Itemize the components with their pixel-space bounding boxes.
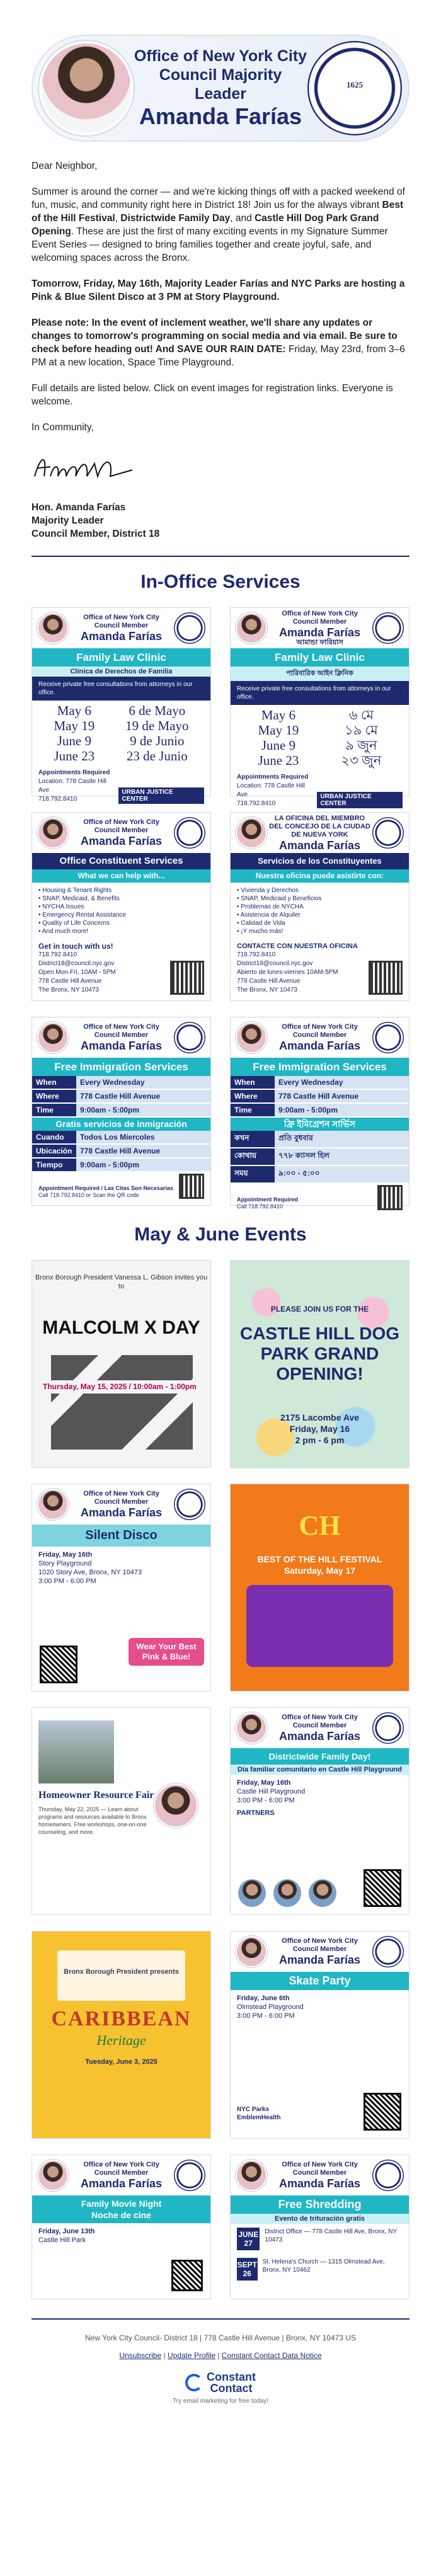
flyer-dates: [32, 701, 210, 766]
services-list: • Housing & Tenant Rights • SNAP, Medicaid, & Benefits • NYCHA Issues • Emergency Rental Assistance • Quality of Life Concerns • And much more!: [38, 887, 127, 935]
flyer-office-title: Office of New York City Council Member Amanda Farías: [80, 2161, 163, 2190]
house-photo: [38, 1720, 114, 1783]
flyer-help-heading: Nuestra oficina puede asistirte con:: [231, 869, 409, 883]
flyer-contact-row: [32, 939, 210, 997]
event-caribbean-heritage[interactable]: [32, 1931, 211, 2139]
signature-icon: [32, 448, 139, 486]
header-title: [134, 47, 307, 130]
header-line-2: Council Majority Leader: [159, 66, 282, 103]
flyer-title: Office Constituent Services: [32, 853, 210, 869]
event-subtitle: Heritage: [96, 2032, 146, 2048]
seal-icon: [174, 817, 205, 849]
brand-text: Constant Contact: [207, 2371, 256, 2395]
qr-code-icon[interactable]: [369, 961, 403, 995]
event-title: MALCOLM X DAY: [42, 1317, 200, 1338]
flyer-header: [32, 1484, 210, 1525]
event-title: Skate Party: [231, 1972, 409, 1990]
flyer-title-bengali: ফ্রি ইমিগ্রেশন সার্ভিস: [231, 1118, 409, 1131]
seal-icon: [372, 1712, 404, 1744]
flyer-footer: [231, 1184, 409, 1213]
dates-right: ৬ মে ১৯ মে ৯ জুন ২৩ জুন: [341, 707, 382, 768]
footer-links: Unsubscribe | Update Profile | Constant Contact Data Notice: [119, 2351, 322, 2360]
flyer-header: [32, 813, 210, 853]
event-homeowner-resource-fair[interactable]: [32, 1707, 211, 1915]
constituent-services-flyer-spanish[interactable]: [230, 812, 410, 1001]
family-law-flyer-bengali[interactable]: [230, 607, 410, 807]
family-law-flyer-spanish[interactable]: [32, 607, 211, 803]
seal-icon: [174, 1022, 205, 1053]
flyer-header: [32, 2155, 210, 2195]
flyer-contact-row: [231, 939, 409, 997]
event-host-box: Bronx Borough President presents: [57, 1950, 185, 2001]
section-divider: [32, 556, 410, 557]
flyer-help-heading: What we can help with...: [32, 869, 210, 883]
flyer-title-spanish: Gratis servicios de inmigración: [32, 1118, 210, 1131]
flyer-title: Servicios de los Constituyentes: [231, 853, 409, 869]
event-title: Homeowner Resource Fair: [38, 1790, 154, 1800]
avatar: [236, 612, 267, 644]
event-logo-text: CH: [299, 1510, 341, 1541]
footer-tagline[interactable]: Try email marketing for free today!: [173, 2398, 268, 2405]
events-grid: [0, 1260, 441, 2299]
flyer-dates: [231, 705, 409, 770]
event-silent-disco[interactable]: [32, 1484, 211, 1692]
flyer-header: [231, 1017, 409, 1058]
paragraph-silent-disco: Tomorrow, Friday, May 16th, Majority Leader Farías and NYC Parks are hosting a Pink & Blue Silent Disco at 3 PM at Story Playground.: [32, 278, 405, 302]
flyer-title: Family Law Clinic: [231, 648, 409, 667]
header-line-1: Office of New York City: [134, 47, 307, 65]
flyer-header: [231, 813, 409, 853]
avatar: [37, 612, 69, 644]
qr-code-icon[interactable]: [364, 2093, 401, 2131]
event-family-movie-night[interactable]: [32, 2155, 211, 2299]
closing: In Community,: [32, 422, 94, 433]
dates-left: May 6 May 19 June 9 June 23: [54, 703, 95, 764]
event-partners: NYC Parks EmblemHealth: [237, 2106, 281, 2121]
seal-icon: [372, 2160, 404, 2191]
avatar: [37, 1489, 69, 1520]
event-details: Friday, May 16th Castle Hill Playground 3:00 PM - 6:00 PM PARTNERS: [237, 1779, 306, 1817]
flyer-subtitle: Clínica de Derechos de Familia: [32, 667, 210, 677]
qr-code-icon[interactable]: [40, 1646, 77, 1683]
dress-code-badge: Wear Your Best Pink & Blue!: [129, 1638, 204, 1666]
org-badge: URBAN JUSTICE CENTER: [317, 792, 403, 808]
unsubscribe-link[interactable]: Unsubscribe: [119, 2351, 162, 2360]
schedule-table-bengali: কখন প্রতি বুধবার কোথায় ৭৭৮ ক্যাসল হিল সময় ৯:০০ - ৫:০০: [231, 1131, 409, 1184]
flyer-office-title: Office of New York City Council Member Amanda Farías: [80, 614, 163, 643]
flyer-footer: [231, 770, 409, 811]
event-skate-party[interactable]: [230, 1931, 410, 2139]
seal-icon: [372, 1022, 404, 1053]
event-details: Friday, June 6th Olmstead Playground 3:00 PM - 6:00 PM: [237, 1995, 304, 2020]
event-malcolm-x-day[interactable]: [32, 1260, 211, 1468]
flyer-contact: CONTACTE CON NUESTRA OFICINA 718.792.8410 District18@council.nyc.gov Abierto de lunes-viernes 10AM-5PM 778 Castle Hill Avenue The Bronx, NY 10473: [237, 942, 358, 993]
flyer-appt: Appointment Required Call 718.792.8410: [237, 1196, 298, 1210]
avatar: [236, 817, 267, 849]
shred-date-1: JUNE 27 District Office — 778 Castle Hill Ave, Bronx, NY 10473: [231, 2224, 409, 2254]
flyer-header: [32, 608, 210, 648]
qr-code-icon[interactable]: [179, 1174, 204, 1199]
flyer-title: Free Immigration Services: [32, 1058, 210, 1076]
flyer-title: Family Law Clinic: [32, 648, 210, 667]
update-profile-link[interactable]: Update Profile: [167, 2351, 215, 2360]
event-dog-park-opening[interactable]: [230, 1260, 410, 1468]
event-best-of-the-hill-festival[interactable]: [230, 1484, 410, 1692]
constant-contact-logo[interactable]: [0, 2371, 441, 2394]
seal-icon: [372, 817, 404, 849]
seal-year: 1625: [346, 80, 363, 89]
event-title: CASTLE HILL DOG PARK GRAND OPENING!: [239, 1324, 400, 1383]
avatar: [37, 1022, 69, 1053]
avatar: [37, 2160, 69, 2191]
event-free-shredding[interactable]: [230, 2155, 410, 2299]
seal-icon: [372, 1936, 404, 1967]
constant-contact-icon: [185, 2374, 203, 2391]
event-host: Bronx Borough President Vanessa L. Gibson invites you to: [35, 1274, 208, 1290]
signer-name: Hon. Amanda Farías: [32, 502, 126, 513]
event-title: Free Shredding: [231, 2195, 409, 2214]
dates-left: May 6 May 19 June 9 June 23: [258, 707, 299, 768]
x-graphic: [51, 1355, 193, 1450]
flyer-office-title: LA OFICINA DEL MIEMBRO DEL CONCEJO DE LA CIUDAD DE NUEVA YORK Amanda Farías: [269, 814, 370, 852]
link-family-day[interactable]: Districtwide Family Day: [120, 213, 231, 224]
qr-code-icon[interactable]: [171, 2260, 203, 2291]
immigration-flyer-bengali[interactable]: [230, 1017, 410, 1210]
services-list: • Vivienda y Derechos • SNAP, Medicaid y Beneficios • Problemas de NYCHA • Asistencia de Alquiler • Calidad de Vida • ¡Y mucho más!: [237, 887, 322, 935]
flyer-office-title: Office of New York City Council Member Amanda Farías: [278, 1023, 361, 1052]
signature-block: [32, 501, 410, 541]
event-date: Tuesday, June 3, 2025: [85, 2058, 158, 2066]
header-banner[interactable]: [32, 35, 410, 142]
header-name: Amanda Farías: [139, 103, 302, 129]
schedule-table: When Every Wednesday Where 778 Castle Hill Avenue Time 9:00am - 5:00pm: [231, 1076, 409, 1118]
schedule-table: When Every Wednesday Where 778 Castle Hill Avenue Time 9:00am - 5:00pm: [32, 1076, 210, 1118]
flyer-office-title: Office of New York City Council Member Amanda Farías আমান্ডা ফারিয়াস: [278, 609, 361, 646]
event-title: Districtwide Family Day!: [231, 1748, 409, 1765]
paragraph-weather-note: Please note: In the event of inclement weather, we'll share any updates or changes to tomorrow's programming on social media and via email. Be sure to check before heading out! And SAVE OUR RAIN DATE: Friday, May 23rd, from 3–6 PM at a new location, Space Time Playground.: [32, 318, 405, 368]
flyer-title: Free Immigration Services: [231, 1058, 409, 1076]
event-subtitle: Día familiar comunitario en Castle Hill Playground: [231, 1765, 409, 1775]
seal-icon: [174, 1489, 205, 1520]
avatar: [236, 1712, 267, 1744]
event-details: Friday, May 16th Story Playground 1020 Story Ave, Bronx, NY 10473 3:00 PM - 6:00 PM: [38, 1551, 142, 1585]
seal-icon: [174, 2160, 205, 2191]
seal-icon: [372, 612, 404, 644]
flyer-subtitle: পারিবারিক আইন ক্লিনিক: [231, 667, 409, 681]
flyer-contact: Appointments Required Location: 778 Castle Hill Ave 718.792.8410: [237, 774, 309, 807]
constituent-services-flyer-english[interactable]: [32, 812, 211, 1001]
shred-date-2: SEPT 26 St. Helena's Church — 1315 Olmstead Ave, Bronx, NY 10462: [231, 2254, 409, 2284]
flyer-header: [32, 1017, 210, 1058]
paragraph-intro: Summer is around the corner — and we're kicking things off with a packed weekend of fun, music, and community right here in District 18! Join us for the always vibrant Best of the Hill Festival, Districtwide Family Day, and Castle Hill Dog Park Grand Opening. These are just the first of many exciting events in my Signature Summer Event Series — designed to bring families together and create joyful, safe, and welcoming spaces across the Bronx.: [32, 186, 405, 263]
email-page: [0, 35, 441, 2405]
avatar: [236, 2160, 267, 2191]
avatar: [154, 1783, 198, 1828]
signature-image: [32, 448, 410, 492]
event-title: Family Movie Night Noche de cine: [32, 2195, 210, 2223]
avatar: [236, 1022, 267, 1053]
flyer-header: [231, 2155, 409, 2195]
flyer-footer: [32, 766, 210, 806]
events-heading: May & June Events: [134, 1224, 307, 1245]
flyer-office-title: Office of New York City Council Member Amanda Farías: [278, 2161, 361, 2190]
flyer-office-title: Office of New York City Council Member Amanda Farías: [80, 818, 163, 847]
avatar: [236, 1936, 267, 1967]
flyer-office-title: Office of New York City Council Member Amanda Farías: [278, 1937, 361, 1966]
flyer-header: [231, 608, 409, 648]
qr-code-icon[interactable]: [377, 1185, 403, 1210]
event-title: CARIBBEAN: [51, 2007, 192, 2030]
event-pretitle: PLEASE JOIN US FOR THE: [270, 1305, 369, 1314]
greeting: Dear Neighbor,: [32, 161, 98, 171]
flyer-office-title: Office of New York City Council Member Amanda Farías: [80, 1023, 163, 1052]
flyer-contact: Appointments Required Location: 778 Castle Hill Ave 718.792.8410: [38, 769, 110, 803]
city-council-seal: [307, 41, 402, 135]
data-notice-link[interactable]: Constant Contact Data Notice: [221, 2351, 322, 2360]
flyer-appt: Appointment Required / Las Citas Son Necesarias Call 718.792.8410 or Scan the QR code: [38, 1185, 174, 1198]
link-best-of-hill[interactable]: Best of the Hill Festival: [32, 200, 404, 224]
event-description: Thursday, May 22, 2025 — Learn about programs and resources available to Bronx homeowners. Free workshops, one-on-one counseling, and more.: [38, 1806, 147, 1835]
services-grid: [0, 607, 441, 1210]
council-member-photo: [39, 41, 134, 135]
paragraph-details: Full details are listed below. Click on event images for registration links. Everyone is welcome.: [32, 383, 393, 407]
flyer-office-title: Office of New York City Council Member Amanda Farías: [80, 1490, 163, 1519]
immigration-flyer-spanish[interactable]: [32, 1017, 211, 1206]
footer-address: New York City Council- District 18 | 778 Castle Hill Avenue | Bronx, NY 10473 US: [85, 2333, 356, 2342]
qr-code-icon[interactable]: [170, 961, 204, 995]
letter-body: [0, 159, 441, 541]
signer-title-1: Majority Leader: [32, 515, 104, 526]
schedule-table-spanish: Cuando Todos Los Miercoles Ubicación 778 Castle Hill Avenue Tiempo 9:00am - 5:00pm: [32, 1131, 210, 1172]
flyer-contact: Get in touch with us! 718.792.8410 District18@council.nyc.gov Open Mon-Fri, 10AM - 5PM 778 Castle Hill Avenue The Bronx, NY 10473: [38, 942, 116, 993]
event-title: Silent Disco: [32, 1525, 210, 1547]
services-heading: In-Office Services: [140, 571, 301, 592]
event-title: BEST OF THE HILL FESTIVAL Saturday, May 17: [257, 1554, 382, 1576]
event-details: 2175 Lacombe Ave Friday, May 16 2 pm - 6 pm: [280, 1412, 360, 1445]
event-districtwide-family-day[interactable]: [230, 1707, 410, 1915]
org-badge: URBAN JUSTICE CENTER: [118, 787, 204, 804]
dates-right: 6 de Mayo 19 de Mayo 9 de Junio 23 de Junio: [125, 703, 189, 764]
flyer-header: [231, 1708, 409, 1748]
partner-avatars: [238, 1879, 336, 1907]
flyer-office-title: Office of New York City Council Member Amanda Farías: [278, 1714, 361, 1743]
signer-title-2: Council Member, District 18: [32, 529, 160, 539]
link-dog-park[interactable]: Castle Hill Dog Park Grand Opening: [32, 213, 379, 237]
avatar: [37, 817, 69, 849]
event-subtitle: Evento de trituración gratis: [231, 2214, 409, 2224]
stage-illustration: [246, 1585, 393, 1667]
flyer-description: Receive private free consultations from attorneys in our office.: [231, 681, 409, 705]
event-date: Thursday, May 15, 2025 / 10:00am - 1:00pm: [41, 1380, 198, 1394]
flyer-description: Receive private free consultations from attorneys in our office.: [32, 677, 210, 701]
flyer-footer: [32, 1172, 210, 1201]
footer: [0, 2320, 441, 2405]
flyer-header: [231, 1932, 409, 1972]
event-details: Friday, June 13th Castle Hill Park: [38, 2228, 95, 2244]
seal-icon: [174, 612, 205, 644]
qr-code-icon[interactable]: [364, 1869, 401, 1907]
